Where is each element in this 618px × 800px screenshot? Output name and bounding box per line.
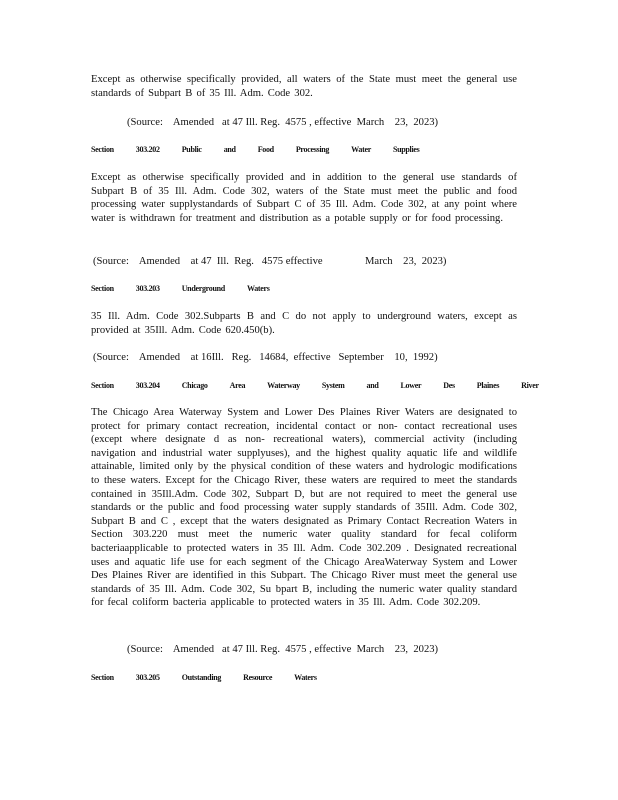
heading-word: 303.205 — [135, 673, 160, 682]
source-note-4: (Source: Amended at 47 Ill. Reg. 4575 , effective March 23, 2023) — [127, 644, 439, 655]
source-note-1: (Source: Amended at 47 Ill. Reg. 4575 , effective March 23, 2023) — [127, 117, 439, 128]
section-heading-303-204 — [91, 381, 539, 390]
heading-word: River — [521, 381, 539, 390]
heading-word: Underground — [181, 284, 225, 293]
section-heading-303-202 — [91, 145, 517, 154]
heading-word: Section — [91, 673, 114, 682]
source-note-3: (Source: Amended at 16Ill. Reg. 14684, effective September 10, 1992) — [93, 352, 438, 363]
paragraph-public-food-processing: Except as otherwise specifically provided and in addition to the general use standards of Subpart B of 35 Ill. Adm. Code 302, waters of the State must meet the public and food processing water supplystandards of Subpart C of 35 Ill. Adm. Code 302, at any point where water is withdrawn for treatment and distribution as a potable supply or for food processing. — [91, 172, 517, 224]
heading-word: Section — [91, 381, 114, 390]
heading-word: Waters — [246, 284, 270, 293]
heading-word: Processing — [295, 145, 330, 154]
heading-word: Chicago — [181, 381, 208, 390]
heading-word: and — [223, 145, 236, 154]
heading-word: Waters — [294, 673, 317, 682]
section-heading-303-205 — [91, 673, 517, 682]
source-note-2: (Source: Amended at 47 Ill. Reg. 4575 effective March 23, 2023) — [93, 256, 447, 267]
paragraph-general-use: Except as otherwise specifically provided, all waters of the State must meet the general use standards of Subpart B of 35 Ill. Adm. Code 302. — [91, 74, 517, 99]
heading-word: Waterway — [267, 381, 300, 390]
paragraph-underground-waters: 35 Ill. Adm. Code 302.Subparts B and C do not apply to underground waters, except as provided at 35Ill. Adm. Code 620.450(b). — [91, 311, 517, 336]
heading-word: Des — [443, 381, 455, 390]
heading-word: Supplies — [392, 145, 420, 154]
section-heading-303-203 — [91, 284, 517, 293]
heading-word: Section — [91, 145, 114, 154]
heading-word: 303.203 — [135, 284, 160, 293]
heading-word: Area — [229, 381, 246, 390]
heading-word: Plaines — [476, 381, 500, 390]
heading-word: Outstanding — [181, 673, 222, 682]
heading-word: Section — [91, 284, 114, 293]
heading-word: Lower — [400, 381, 422, 390]
heading-word: System — [321, 381, 345, 390]
heading-word: Resource — [243, 673, 273, 682]
heading-word: Public — [181, 145, 202, 154]
heading-word: Water — [351, 145, 371, 154]
heading-word: 303.204 — [135, 381, 160, 390]
heading-word: Food — [257, 145, 274, 154]
paragraph-chicago-area-waterway: The Chicago Area Waterway System and Lower Des Plaines River Waters are designated to protect for primary contact recreation, incidental contact or non- contact recreational uses (except where designate d as non- recreational waters), commercial activity (including navigation and industrial water supplyuses), and the highest quality aquatic life and wildlife attainable, limited only by the physical condition of these waters and hydrologic modifications to these waters. Except for the Chicago River, these waters are required to meet the standards contained in 35Ill.Adm. Code 302, Subpart D, but are not required to meet the general use standards or the public and food processing water supply standards of 35Ill. Adm. Code 302, Subpart B and C , except that the waters designated as Primary Contact Recreation Waters in Section 303.220 must meet the numeric water quality standard for fecal coliform bacteriaapplicable to protected waters in 35 Ill. Adm. Code 302.209 . Designated recreational uses and aquatic life use for each segment of the Chicago AreaWaterway System and Lower Des Plaines River are identified in this Subpart. The Chicago River must meet the general use standards of 35 Ill. Adm. Code 302, Su bpart B, including the numeric water quality standard for fecal coliform bacteria applicable to protected waters in 35 Ill. Adm. Code 302.209. — [91, 407, 517, 609]
heading-word: and — [366, 381, 379, 390]
heading-word: 303.202 — [135, 145, 160, 154]
